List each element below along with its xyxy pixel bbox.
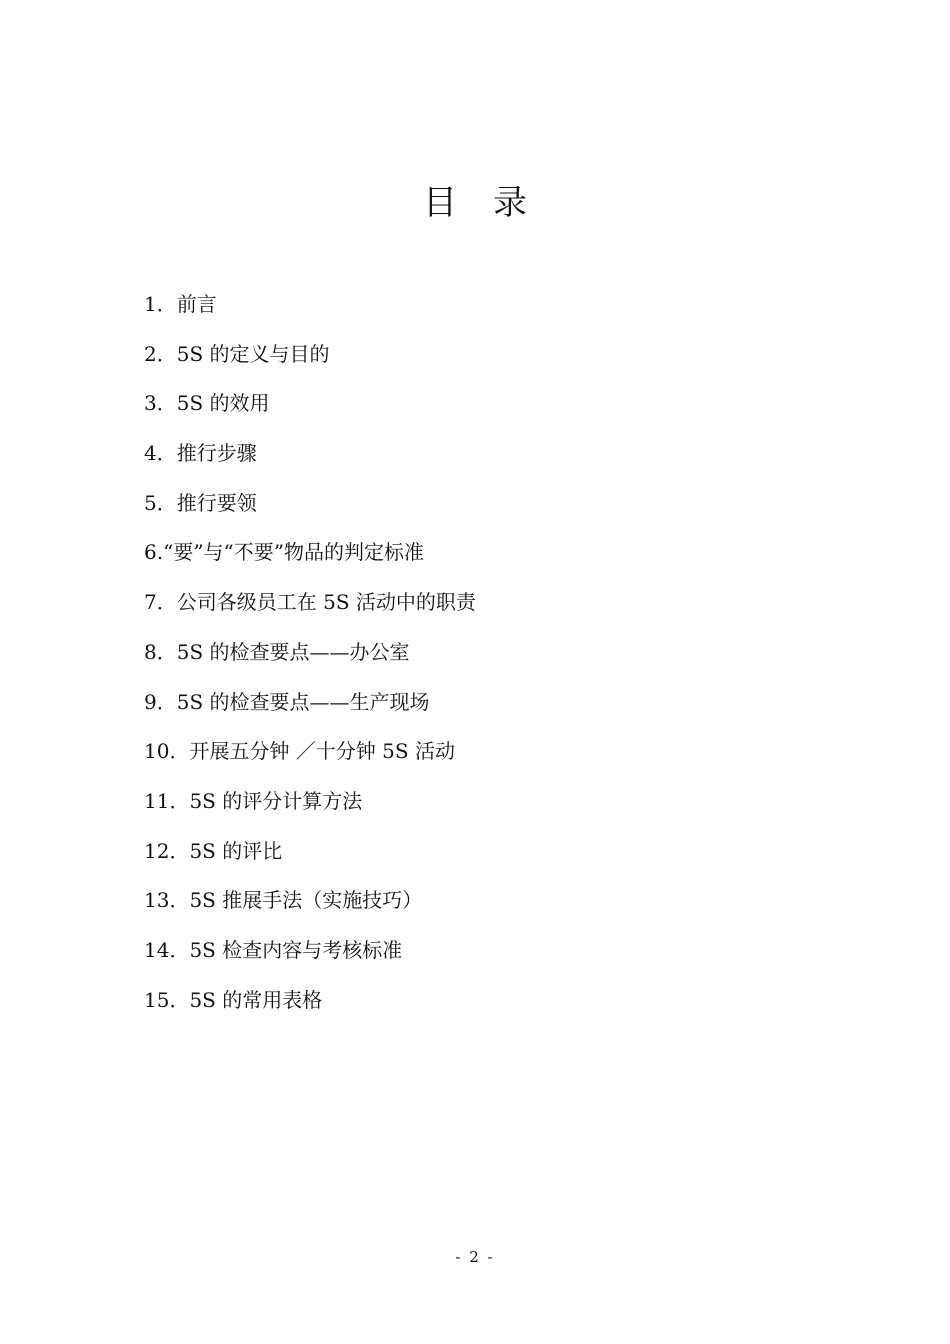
- toc-item: [144, 383, 476, 433]
- toc-item-label: 5S 的评比: [189, 838, 283, 863]
- toc-item: [144, 682, 476, 732]
- toc-item: [144, 334, 476, 384]
- toc-item-number: 2．: [144, 341, 177, 366]
- toc-item-number: 11．: [144, 788, 190, 813]
- toc-item-number: 6.: [144, 540, 164, 565]
- toc-item-label: 5S 的检查要点——办公室: [176, 639, 410, 664]
- toc-item-label: 开展五分钟 ／十分钟 5S 活动: [189, 739, 455, 764]
- toc-item-number: 8．: [144, 639, 177, 664]
- toc-item-number: 4．: [144, 441, 177, 466]
- toc-item: [144, 880, 476, 930]
- toc-item-label: 5S 的常用表格: [189, 987, 323, 1012]
- toc-item: [144, 483, 476, 533]
- page-number: - 2 -: [455, 1248, 495, 1266]
- toc-item: [144, 632, 476, 682]
- toc-item: [144, 532, 476, 582]
- toc-item-number: 13．: [144, 888, 190, 913]
- toc-item-label: 5S 的评分计算方法: [189, 788, 363, 813]
- toc-item-number: 14．: [144, 937, 190, 962]
- toc-item-label: 5S 推展手法（实施技巧）: [189, 888, 423, 913]
- toc-item-label: 推行步骤: [176, 441, 257, 466]
- table-of-contents: [144, 284, 476, 1029]
- toc-item: [144, 284, 476, 334]
- toc-item-label: 推行要领: [176, 490, 257, 515]
- page-title: 目录: [423, 183, 563, 223]
- toc-item-label: 5S 的定义与目的: [176, 341, 330, 366]
- toc-item-label: “要”与“不要”物品的判定标准: [163, 540, 424, 565]
- toc-item-number: 7．: [144, 590, 177, 615]
- toc-item-label: 5S 的效用: [176, 391, 270, 416]
- toc-item: [144, 731, 476, 781]
- toc-item-label: 公司各级员工在 5S 活动中的职责: [176, 590, 476, 615]
- toc-item-label: 5S 检查内容与考核标准: [189, 937, 403, 962]
- toc-item: [144, 930, 476, 980]
- toc-item: [144, 781, 476, 831]
- toc-item: [144, 433, 476, 483]
- toc-item-number: 1．: [144, 292, 177, 316]
- toc-item-number: 15．: [144, 987, 190, 1012]
- toc-item: [144, 831, 476, 881]
- toc-item-label: 前言: [176, 292, 217, 316]
- toc-item-number: 3．: [144, 391, 177, 416]
- toc-item-number: 12．: [144, 838, 190, 863]
- toc-item: [144, 582, 476, 632]
- toc-item-number: 10．: [144, 739, 190, 764]
- toc-item-label: 5S 的检查要点——生产现场: [176, 689, 430, 714]
- toc-item: [144, 980, 476, 1030]
- toc-item-number: 5．: [144, 490, 177, 515]
- toc-item-number: 9．: [144, 689, 177, 714]
